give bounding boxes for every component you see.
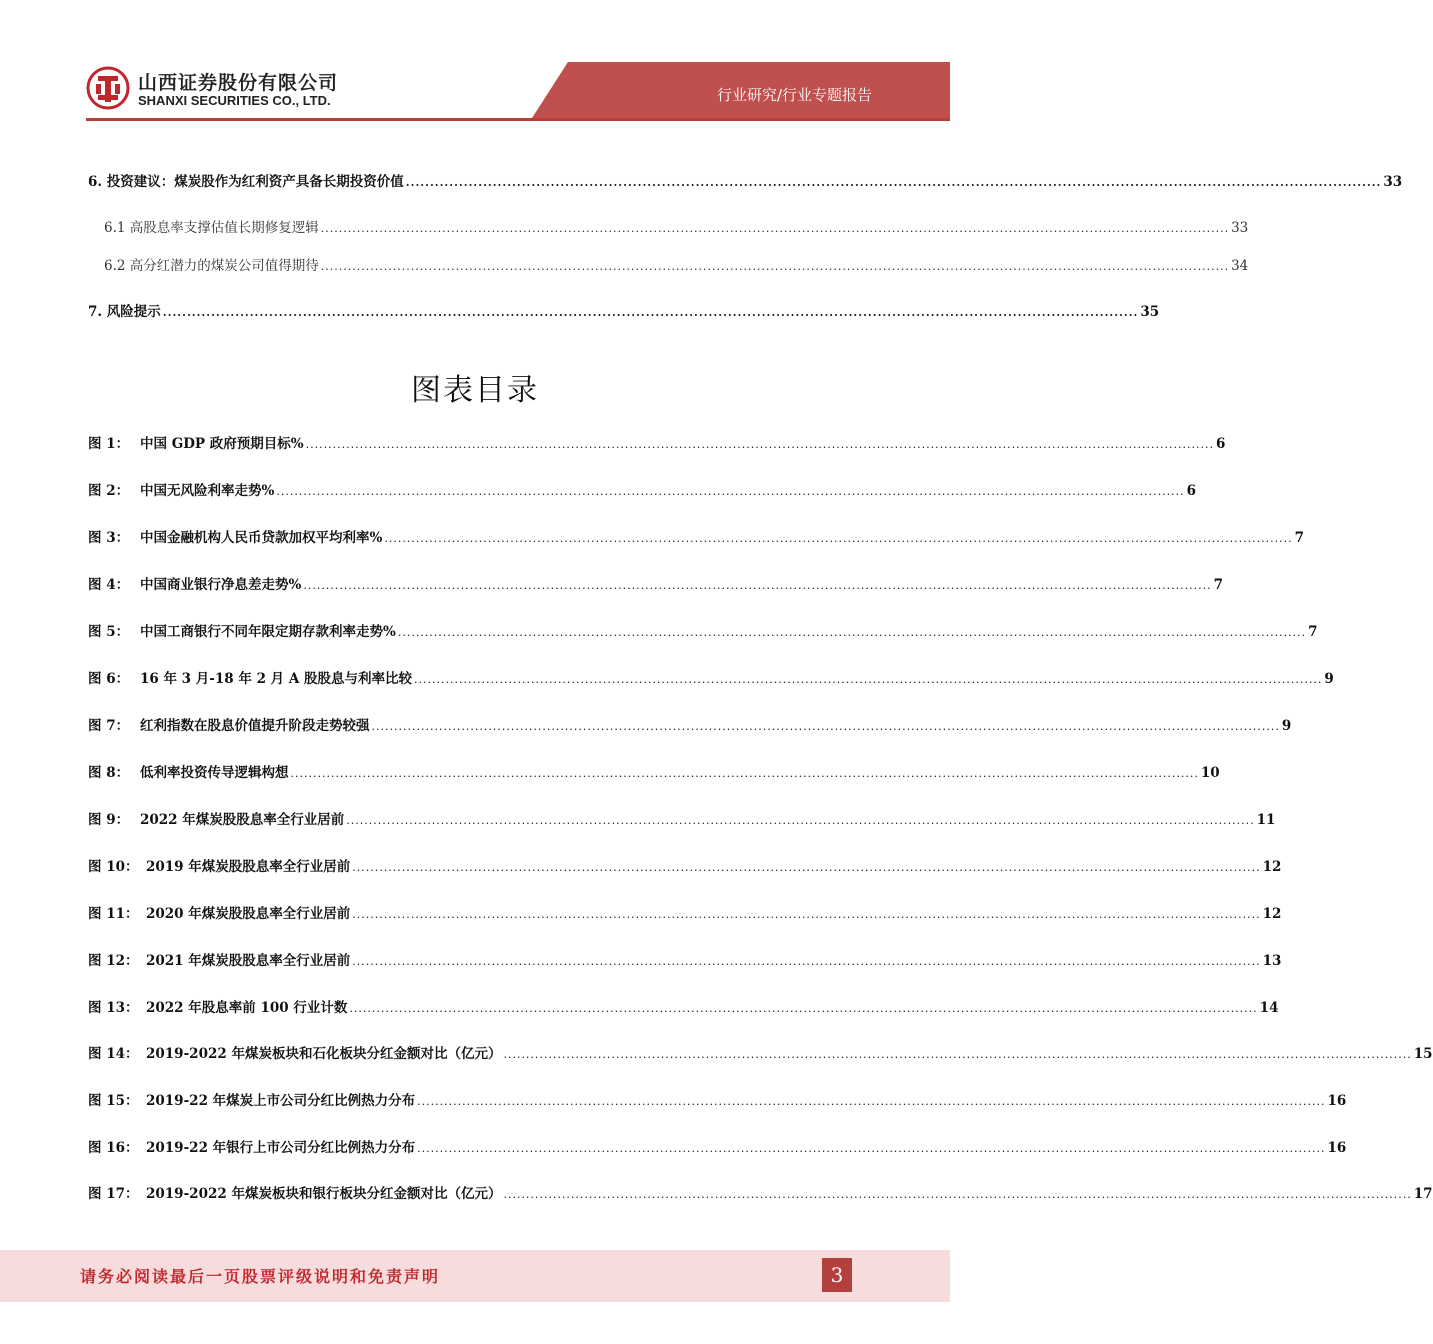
figure-title: 2019-2022 年煤炭板块和石化板块分红金额对比（亿元） <box>146 1046 502 1062</box>
figure-entry[interactable] <box>88 761 1220 781</box>
toc-entry-page: 34 <box>1231 258 1249 274</box>
figure-page: 15 <box>1413 1046 1433 1062</box>
figure-number: 图 8： <box>88 765 130 781</box>
figure-entry[interactable] <box>88 1042 1433 1062</box>
toc-leader-dots: .......................................................................................................................................................................................................... <box>352 861 1261 874</box>
figure-page: 16 <box>1327 1093 1347 1109</box>
toc-leader-dots: .......................................................................................................................................................................................................... <box>405 176 1382 189</box>
report-type: 行业研究/行业专题报告 <box>716 86 872 104</box>
page-number: 3 <box>822 1258 852 1292</box>
figure-title: 低利率投资传导逻辑构想 <box>140 765 289 781</box>
figure-title: 红利指数在股息价值提升阶段走势较强 <box>140 718 370 734</box>
figure-number: 图 14： <box>88 1046 139 1062</box>
toc-entry[interactable] <box>88 300 1160 320</box>
figure-page: 9 <box>1324 671 1334 687</box>
figure-entry[interactable] <box>88 1136 1347 1156</box>
figure-title: 中国商业银行净息差走势% <box>140 577 302 593</box>
figure-title: 2022 年股息率前 100 行业计数 <box>146 1000 348 1016</box>
figure-number: 图 13： <box>88 1000 139 1016</box>
toc-leader-dots: .......................................................................................................................................................................................................... <box>305 438 1214 451</box>
figure-entry[interactable] <box>88 479 1197 499</box>
company-name-en: SHANXI SECURITIES CO., LTD. <box>138 93 331 108</box>
figure-page: 6 <box>1215 436 1226 452</box>
figure-entry[interactable] <box>88 996 1279 1016</box>
figure-title: 2022 年煤炭股股息率全行业居前 <box>140 812 345 828</box>
figure-entry[interactable] <box>88 432 1226 452</box>
figure-title: 2019-22 年煤炭上市公司分红比例热力分布 <box>146 1093 416 1109</box>
toc-entry-label: 6.1 高股息率支撑估值长期修复逻辑 <box>104 220 319 236</box>
figure-number: 图 11： <box>88 906 139 922</box>
toc-leader-dots: .......................................................................................................................................................................................................... <box>397 626 1307 639</box>
figure-number: 图 6： <box>88 671 130 687</box>
figure-number: 图 10： <box>88 859 139 875</box>
figure-number: 图 9： <box>88 812 130 828</box>
figure-page: 17 <box>1413 1186 1433 1202</box>
figure-page: 12 <box>1262 859 1282 875</box>
toc-leader-dots: .......................................................................................................................................................................................................... <box>349 1002 1258 1015</box>
figure-number: 图 12： <box>88 953 139 969</box>
figure-number: 图 1： <box>88 436 130 452</box>
logo-mark-icon <box>86 66 130 110</box>
figure-title: 中国工商银行不同年限定期存款利率走势% <box>140 624 396 640</box>
toc-leader-dots: .......................................................................................................................................................................................................... <box>417 1142 1326 1155</box>
toc-leader-dots: .......................................................................................................................................................................................................... <box>320 260 1230 273</box>
figure-page: 14 <box>1259 1000 1279 1016</box>
figure-entry[interactable] <box>88 620 1318 640</box>
toc-leader-dots: .......................................................................................................................................................................................................... <box>346 814 1255 827</box>
figure-entry[interactable] <box>88 667 1334 687</box>
toc-entry[interactable] <box>104 254 1249 274</box>
figure-title: 中国 GDP 政府预期目标% <box>140 436 304 452</box>
figure-page: 7 <box>1308 624 1318 640</box>
header-divider <box>86 118 950 121</box>
toc-leader-dots: .......................................................................................................................................................................................................... <box>162 306 1139 319</box>
toc-entry[interactable] <box>88 170 1403 190</box>
toc-leader-dots: .......................................................................................................................................................................................................... <box>503 1188 1412 1201</box>
figure-number: 图 7： <box>88 718 130 734</box>
figure-number: 图 5： <box>88 624 130 640</box>
toc-leader-dots: .......................................................................................................................................................................................................... <box>352 908 1261 921</box>
figure-page: 12 <box>1262 906 1282 922</box>
figure-entry[interactable] <box>88 573 1224 593</box>
figure-number: 图 2： <box>88 483 130 499</box>
toc-leader-dots: .......................................................................................................................................................................................................... <box>320 222 1230 235</box>
figure-entry[interactable] <box>88 808 1276 828</box>
figure-number: 图 16： <box>88 1140 139 1156</box>
figure-entry[interactable] <box>88 855 1282 875</box>
figure-entry[interactable] <box>88 1182 1433 1202</box>
figure-title: 2021 年煤炭股股息率全行业居前 <box>146 953 351 969</box>
figure-entry[interactable] <box>88 714 1292 734</box>
toc-leader-dots: .......................................................................................................................................................................................................... <box>503 1048 1412 1061</box>
toc-entry-page: 33 <box>1231 220 1249 236</box>
toc-entry-page: 33 <box>1383 174 1403 190</box>
toc-entry[interactable] <box>104 216 1249 236</box>
figure-page: 16 <box>1327 1140 1347 1156</box>
figures-section-title: 图表目录 <box>411 373 539 408</box>
figure-title: 中国无风险利率走势% <box>140 483 275 499</box>
figure-page: 6 <box>1186 483 1197 499</box>
toc-leader-dots: .......................................................................................................................................................................................................... <box>290 767 1199 780</box>
toc-entry-label: 7. 风险提示 <box>88 304 161 320</box>
figure-page: 7 <box>1294 530 1305 546</box>
figure-entry[interactable] <box>88 526 1305 546</box>
figure-page: 11 <box>1256 812 1276 828</box>
toc-entry-label: 6.2 高分红潜力的煤炭公司值得期待 <box>104 258 319 274</box>
figure-page: 9 <box>1281 718 1292 734</box>
toc-leader-dots: .......................................................................................................................................................................................................... <box>352 955 1261 968</box>
figure-title: 2020 年煤炭股股息率全行业居前 <box>146 906 351 922</box>
figure-page: 10 <box>1200 765 1220 781</box>
figure-page: 7 <box>1213 577 1224 593</box>
company-name-cn: 山西证券股份有限公司 <box>138 72 339 94</box>
figure-entry[interactable] <box>88 902 1282 922</box>
toc-leader-dots: .......................................................................................................................................................................................................... <box>417 1095 1326 1108</box>
footer-disclaimer: 请务必阅读最后一页股票评级说明和免责声明 <box>80 1267 441 1286</box>
figure-title: 2019-22 年银行上市公司分红比例热力分布 <box>146 1140 416 1156</box>
toc-leader-dots: .......................................................................................................................................................................................................... <box>371 720 1280 733</box>
figure-title: 2019-2022 年煤炭板块和银行板块分红金额对比（亿元） <box>146 1186 502 1202</box>
figure-number: 图 15： <box>88 1093 139 1109</box>
toc-leader-dots: .......................................................................................................................................................................................................... <box>276 485 1185 498</box>
figure-number: 图 17： <box>88 1186 139 1202</box>
toc-leader-dots: .......................................................................................................................................................................................................... <box>384 532 1293 545</box>
company-logo <box>86 66 386 116</box>
toc-entry-label: 6. 投资建议：煤炭股作为红利资产具备长期投资价值 <box>88 174 404 190</box>
figure-number: 图 3： <box>88 530 130 546</box>
page-header <box>0 0 950 130</box>
figure-title: 16 年 3 月-18 年 2 月 A 股股息与利率比较 <box>140 671 413 687</box>
figure-page: 13 <box>1262 953 1282 969</box>
figure-entry[interactable] <box>88 1089 1347 1109</box>
figure-entry[interactable] <box>88 949 1282 969</box>
figure-number: 图 4： <box>88 577 130 593</box>
figure-title: 2019 年煤炭股股息率全行业居前 <box>146 859 351 875</box>
toc-entry-page: 35 <box>1140 304 1160 320</box>
figure-title: 中国金融机构人民币贷款加权平均利率% <box>140 530 383 546</box>
toc-leader-dots: .......................................................................................................................................................................................................... <box>303 579 1212 592</box>
toc-leader-dots: .......................................................................................................................................................................................................... <box>414 673 1323 686</box>
